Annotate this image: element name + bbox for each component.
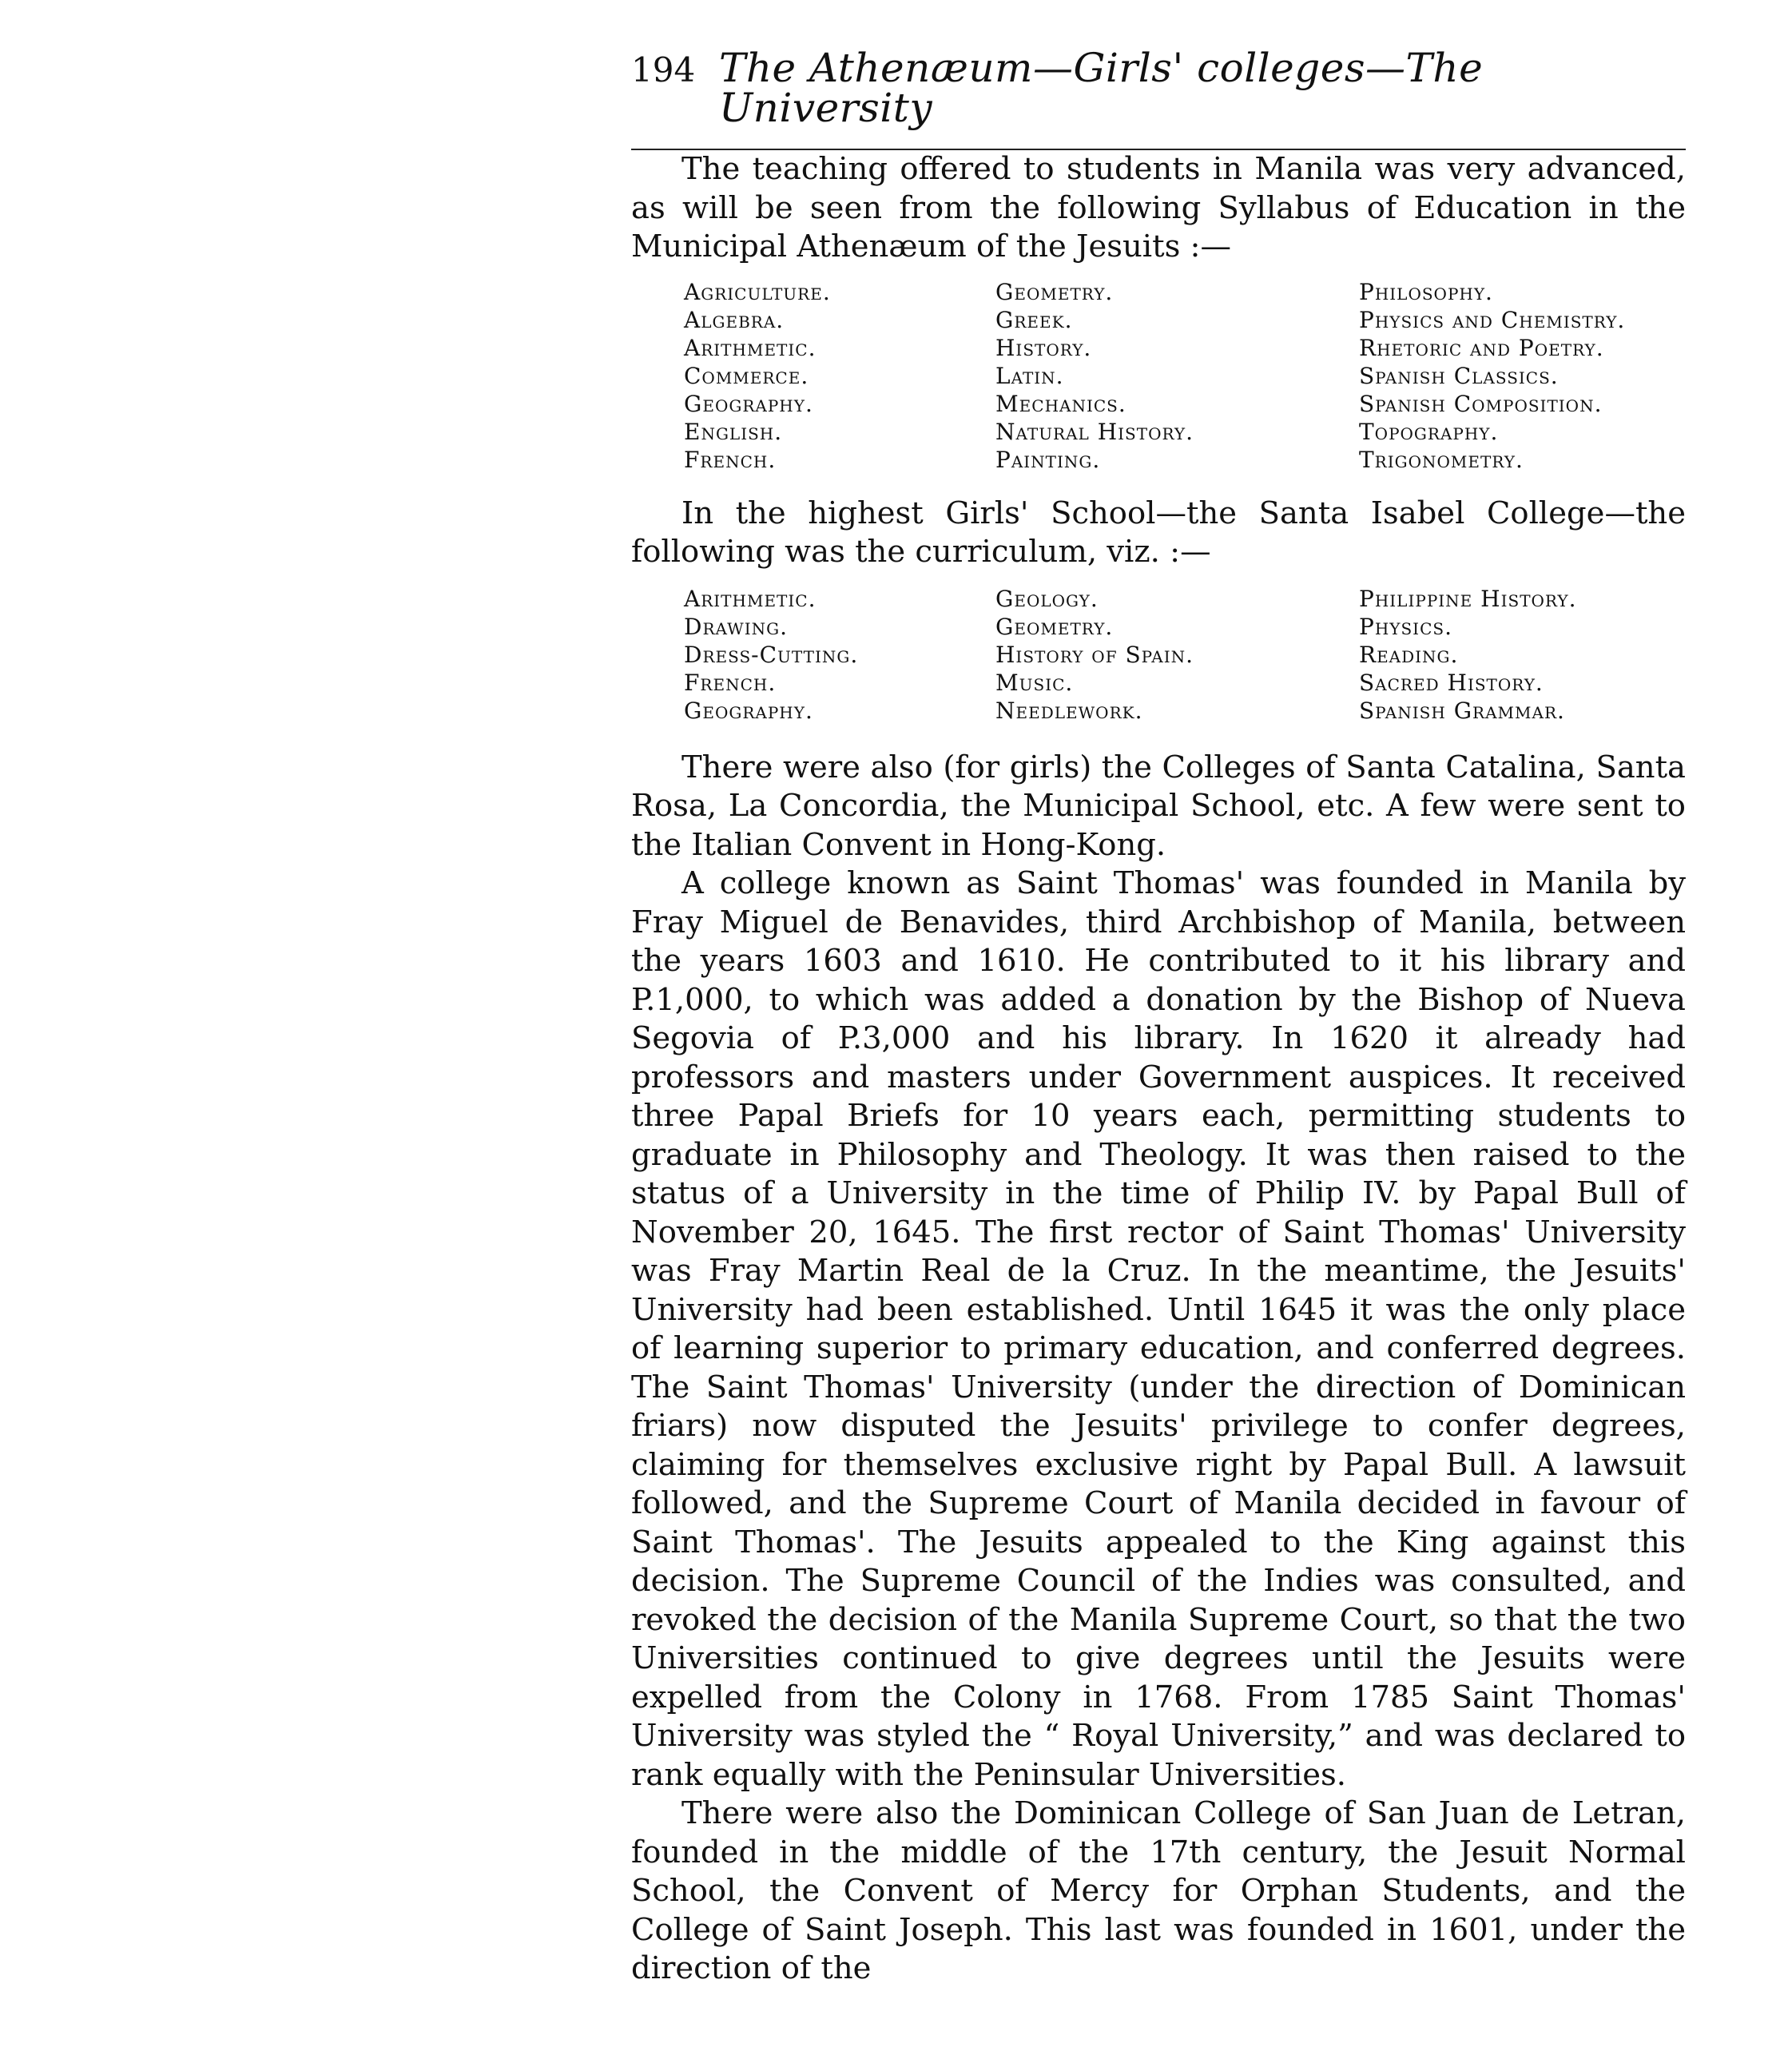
subject-item: History of Spain. [995, 641, 1194, 668]
body-paragraph: There were also (for girls) the Colleges of Santa Catalina, Santa Rosa, La Concordia, the Municipal School, etc. A few were sent to the Italian Convent in Hong-Kong. [631, 749, 1686, 863]
subject-item: French. [684, 446, 777, 473]
subject-item: English. [684, 418, 783, 445]
subject-item: Rhetoric and Poetry. [1359, 334, 1604, 361]
body-paragraph: A college known as Saint Thomas' was founded in Manila by Fray Miguel de Benavides, third Archbishop of Manila, between the years 1603 and 1610. He contributed to it his library and P.1,000, to which was added a donation by the Bishop of Nueva Segovia of P.3,000 and his library. In 1620 it already had professors and masters under Government auspices. It received three Papal Briefs for 10 years each, permitting students to graduate in Philosophy and Theology. It was then raised to the status of a University in the time of Philip IV. by Papal Bull of November 20, 1645. The first rector of Saint Thomas' University was Fray Martin Real de la Cruz. In the meantime, the Jesuits' University had been established. Until 1645 it was the only place of learning superior to primary education, and conferred degrees. The Saint Thomas' University (under the direction of Dominican friars) now disputed the Jesuits' privilege to confer degrees, claiming for themselves exclusive right by Papal Bull. A lawsuit followed, and the Supreme Court of Manila decided in favour of Saint Thomas'. The Jesuits appealed to the King against this decision. The Supreme Council of the Indies was consulted, and revoked the decision of the Manila Supreme Court, so that the two Universities continued to give degrees until the Jesuits were expelled from the Colony in 1768. From 1785 Saint Thomas' University was styled the “ Royal University,” and was declared to rank equally with the Peninsular Universities. [631, 865, 1686, 1793]
subject-item: Spanish Composition. [1359, 390, 1603, 417]
girls-curriculum-list [684, 585, 1686, 725]
subject-item: Drawing. [684, 613, 788, 640]
subject-item: Geometry. [995, 613, 1114, 640]
subject-item: Geometry. [995, 278, 1114, 305]
subject-item: Latin. [995, 362, 1064, 389]
subject-item: Philosophy. [1359, 278, 1493, 305]
subject-item: Arithmetic. [684, 585, 817, 612]
subject-item: Physics. [1359, 613, 1452, 640]
subject-item: Algebra. [684, 306, 785, 333]
subject-item: Needlework. [995, 697, 1143, 724]
curriculum-column-2 [995, 585, 1359, 725]
subject-item: Philippine History. [1359, 585, 1577, 612]
subject-item: Spanish Classics. [1359, 362, 1559, 389]
subject-item: Greek. [995, 306, 1073, 333]
subject-item: Natural History. [995, 418, 1194, 445]
subject-item: Commerce. [684, 362, 809, 389]
athenaeum-syllabus-list [684, 278, 1686, 474]
subject-item: Trigonometry. [1359, 446, 1524, 473]
book-page [631, 45, 1686, 1989]
subject-item: Topography. [1359, 418, 1499, 445]
subject-item: Physics and Chemistry. [1359, 306, 1626, 333]
syllabus-column-1 [684, 278, 995, 474]
curriculum-column-1 [684, 585, 995, 725]
subject-item: Spanish Grammar. [1359, 697, 1565, 724]
subject-item: French. [684, 669, 777, 696]
subject-item: Geography. [684, 390, 813, 417]
syllabus-column-3 [1359, 278, 1695, 474]
subject-item: Dress-Cutting. [684, 641, 859, 668]
girls-school-paragraph: In the highest Girls' School—the Santa Isabel College—the following was the curriculum, viz. :— [631, 495, 1686, 570]
subject-item: History. [995, 334, 1092, 361]
subject-item: Arithmetic. [684, 334, 817, 361]
subject-item: Reading. [1359, 641, 1459, 668]
subject-item: Sacred History. [1359, 669, 1544, 696]
subject-item: Mechanics. [995, 390, 1126, 417]
subject-item: Music. [995, 669, 1074, 696]
intro-paragraph: The teaching offered to students in Manila was very advanced, as will be seen from the following Syllabus of Education in the Municipal Athenæum of the Jesuits :— [631, 151, 1686, 264]
subject-item: Geography. [684, 697, 813, 724]
body-paragraph: There were also the Dominican College of San Juan de Letran, founded in the middle of the 17th century, the Jesuit Normal School, the Convent of Mercy for Orphan Students, and the College of Saint Joseph. This last was founded in 1601, under the direction of the [631, 1795, 1686, 1986]
curriculum-column-3 [1359, 585, 1695, 725]
syllabus-column-2 [995, 278, 1359, 474]
subject-item: Geology. [995, 585, 1099, 612]
running-head [631, 45, 1686, 150]
page-number: 194 [631, 50, 696, 89]
subject-item: Painting. [995, 446, 1101, 473]
subject-item: Agriculture. [684, 278, 831, 305]
running-title: The Athenæum—Girls' colleges—The University [719, 45, 1484, 131]
